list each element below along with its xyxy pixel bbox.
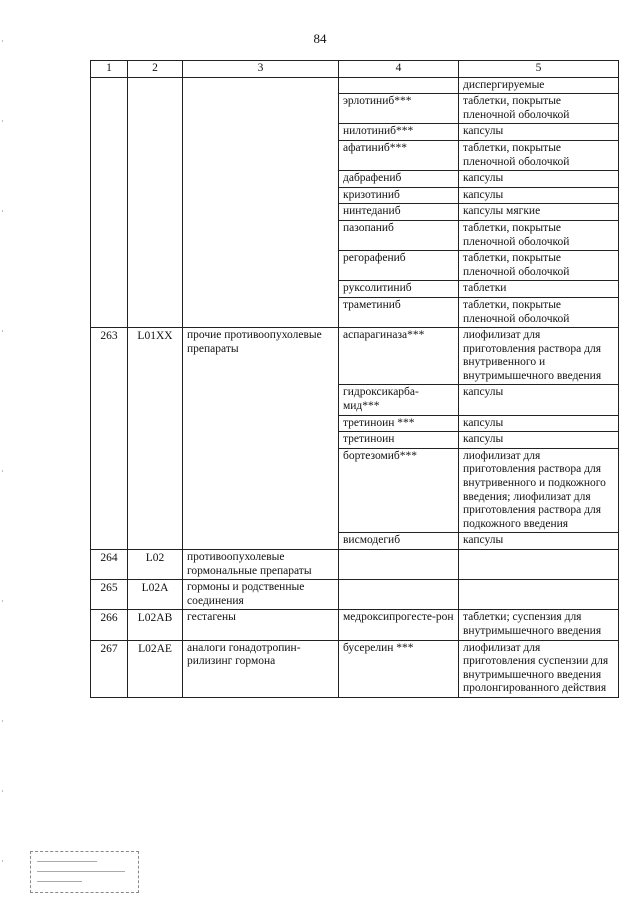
dosage-form-cell: [459, 550, 619, 580]
dosage-form-cell: лиофилизат для приготовления раствора для внутривенного и внутримышечного введения: [459, 328, 619, 385]
table-row: [91, 580, 619, 610]
dosage-form-cell: таблетки, покрытые пленочной оболочкой: [459, 94, 619, 124]
drug-name-cell: регорафениб: [339, 251, 459, 281]
dosage-form-cell: капсулы: [459, 124, 619, 141]
dosage-form-cell: капсулы: [459, 533, 619, 550]
table-row: [91, 328, 619, 385]
number-cell: 266: [91, 610, 128, 640]
dosage-form-cell: лиофилизат для приготовления суспензии для внутримышечного введения пролонгированного действия: [459, 640, 619, 697]
atc-code-cell: [128, 77, 183, 328]
drug-name-cell: кризотиниб: [339, 187, 459, 204]
drug-name-cell: бортезомиб***: [339, 448, 459, 533]
column-header: 4: [339, 61, 459, 78]
dosage-form-cell: таблетки, покрытые пленочной оболочкой: [459, 251, 619, 281]
dosage-form-cell: таблетки, покрытые пленочной оболочкой: [459, 297, 619, 327]
atc-code-cell: L02: [128, 550, 183, 580]
dosage-form-cell: [459, 580, 619, 610]
number-cell: [91, 77, 128, 328]
group-name-cell: гестагены: [183, 610, 339, 640]
column-header: 2: [128, 61, 183, 78]
dosage-form-cell: таблетки; суспензия для внутримышечного введения: [459, 610, 619, 640]
drug-name-cell: нинтеданиб: [339, 204, 459, 221]
number-cell: 263: [91, 328, 128, 550]
dosage-form-cell: капсулы: [459, 415, 619, 432]
dosage-form-cell: капсулы: [459, 187, 619, 204]
drug-name-cell: руксолитиниб: [339, 281, 459, 298]
drug-name-cell: [339, 77, 459, 94]
dosage-form-cell: таблетки, покрытые пленочной оболочкой: [459, 140, 619, 170]
number-cell: 265: [91, 580, 128, 610]
atc-code-cell: L02AE: [128, 640, 183, 697]
table-row: [91, 640, 619, 697]
dosage-form-cell: капсулы: [459, 385, 619, 415]
dosage-form-cell: таблетки, покрытые пленочной оболочкой: [459, 220, 619, 250]
drug-name-cell: пазопаниб: [339, 220, 459, 250]
drug-name-cell: медроксипрогесте-рон: [339, 610, 459, 640]
page-edge-marks: [0, 0, 6, 905]
column-header: 1: [91, 61, 128, 78]
number-cell: 267: [91, 640, 128, 697]
group-name-cell: гормоны и родственные соединения: [183, 580, 339, 610]
drug-name-cell: [339, 550, 459, 580]
drug-name-cell: нилотиниб***: [339, 124, 459, 141]
number-cell: 264: [91, 550, 128, 580]
drug-name-cell: висмодегиб: [339, 533, 459, 550]
group-name-cell: противоопухолевые гормональные препараты: [183, 550, 339, 580]
drug-name-cell: афатиниб***: [339, 140, 459, 170]
drug-name-cell: траметиниб: [339, 297, 459, 327]
atc-code-cell: L01XX: [128, 328, 183, 550]
dosage-form-cell: лиофилизат для приготовления раствора для внутривенного и подкожного введения; лиофилизат для приготовления раствора для подкожного введения: [459, 448, 619, 533]
table-row: [91, 77, 619, 94]
group-name-cell: аналоги гонадотропин-рилизинг гормона: [183, 640, 339, 697]
drug-name-cell: аспарагиназа***: [339, 328, 459, 385]
table-row: [91, 610, 619, 640]
drug-name-cell: гидроксикарба-мид***: [339, 385, 459, 415]
group-name-cell: прочие противоопухолевые препараты: [183, 328, 339, 550]
scan-stamp: [30, 851, 139, 893]
drug-table: [90, 60, 619, 698]
drug-name-cell: третиноин ***: [339, 415, 459, 432]
page-number: 84: [313, 31, 327, 46]
drug-name-cell: эрлотиниб***: [339, 94, 459, 124]
dosage-form-cell: капсулы: [459, 432, 619, 449]
dosage-form-cell: капсулы: [459, 171, 619, 188]
dosage-form-cell: таблетки: [459, 281, 619, 298]
atc-code-cell: L02A: [128, 580, 183, 610]
group-name-cell: [183, 77, 339, 328]
drug-name-cell: бусерелин ***: [339, 640, 459, 697]
drug-name-cell: [339, 580, 459, 610]
dosage-form-cell: диспергируемые: [459, 77, 619, 94]
column-header: 5: [459, 61, 619, 78]
column-header: 3: [183, 61, 339, 78]
table-row: [91, 550, 619, 580]
drug-table-container: [90, 60, 618, 698]
dosage-form-cell: капсулы мягкие: [459, 204, 619, 221]
drug-name-cell: третиноин: [339, 432, 459, 449]
table-header-row: [91, 61, 619, 78]
atc-code-cell: L02AB: [128, 610, 183, 640]
drug-name-cell: дабрафениб: [339, 171, 459, 188]
